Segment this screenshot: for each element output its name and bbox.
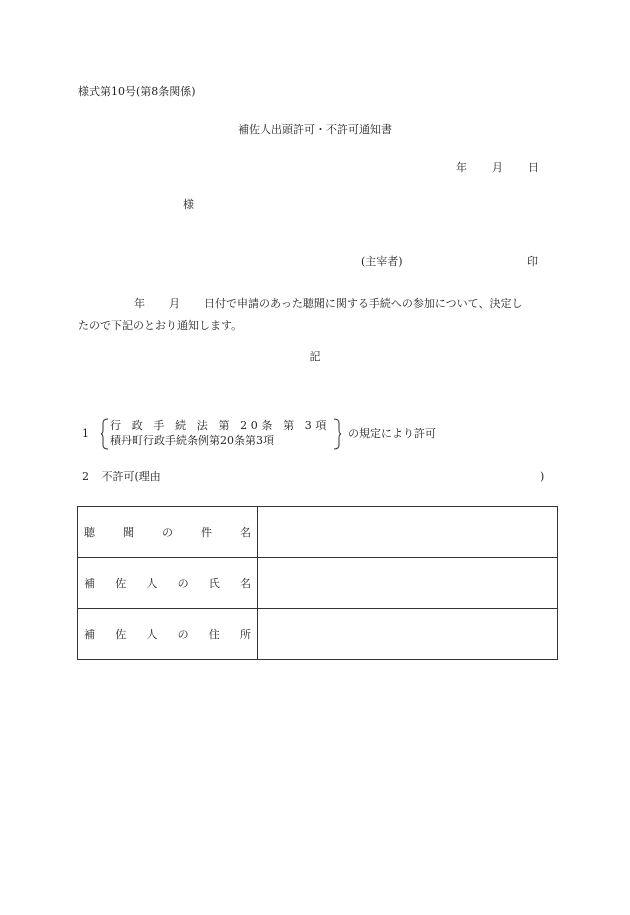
hearing-case-label: 聴 聞 の 件 名 <box>84 526 251 539</box>
item-1-number: 1 <box>82 426 89 440</box>
date-month-label: 月 <box>492 161 503 174</box>
assistant-name-value-cell[interactable] <box>258 558 558 609</box>
table-row-hearing-case <box>78 507 558 558</box>
assistant-name-label-cell <box>78 558 258 609</box>
document-title: 補佐人出頭許可・不許可通知書 <box>238 123 392 136</box>
table-row-assistant-name <box>78 558 558 609</box>
table-row-assistant-address <box>78 609 558 660</box>
body-line-1-text: 日付で申請のあった聴聞に関する手続への参加について、決定し <box>204 297 523 310</box>
item-2-text: 不許可(理由 <box>101 470 161 483</box>
item-2-denial <box>82 471 161 482</box>
form-number: 様式第10号(第8条関係) <box>78 85 196 98</box>
assistant-address-label: 補 佐 人 の 住 所 <box>84 628 251 641</box>
hearing-case-value-cell[interactable] <box>258 507 558 558</box>
body-month-label: 月 <box>169 297 180 310</box>
addressee-honorific: 様 <box>183 198 194 211</box>
seal-label: 印 <box>527 255 538 268</box>
item-2-number: 2 <box>82 470 89 483</box>
notice-body-line-2: たので下記のとおり通知します。 <box>78 319 243 332</box>
assistant-address-label-cell <box>78 609 258 660</box>
item-1-text: の規定により許可 <box>347 426 436 440</box>
body-year-label: 年 <box>134 297 145 310</box>
law-reference-ordinance: 積丹町行政手続条例第20条第3項 <box>110 434 274 447</box>
info-table <box>77 506 558 660</box>
law-reference-bracket <box>100 418 342 448</box>
item-1-permission <box>82 418 436 448</box>
date-year-label: 年 <box>456 161 467 174</box>
notice-body-line-1 <box>78 293 558 315</box>
date-day-label: 日 <box>528 161 539 174</box>
left-brace-icon <box>100 418 110 450</box>
hearing-case-label-cell <box>78 507 258 558</box>
ki-heading: 記 <box>309 350 321 363</box>
law-reference-act: 行 政 手 続 法 第 20条 第 3項 <box>110 419 330 432</box>
assistant-name-label: 補 佐 人 の 氏 名 <box>84 577 251 590</box>
organizer-label: (主宰者) <box>361 255 403 268</box>
assistant-address-value-cell[interactable] <box>258 609 558 660</box>
notice-body <box>78 293 558 337</box>
item-2-close-paren: ) <box>540 470 545 483</box>
right-brace-icon <box>332 418 342 450</box>
